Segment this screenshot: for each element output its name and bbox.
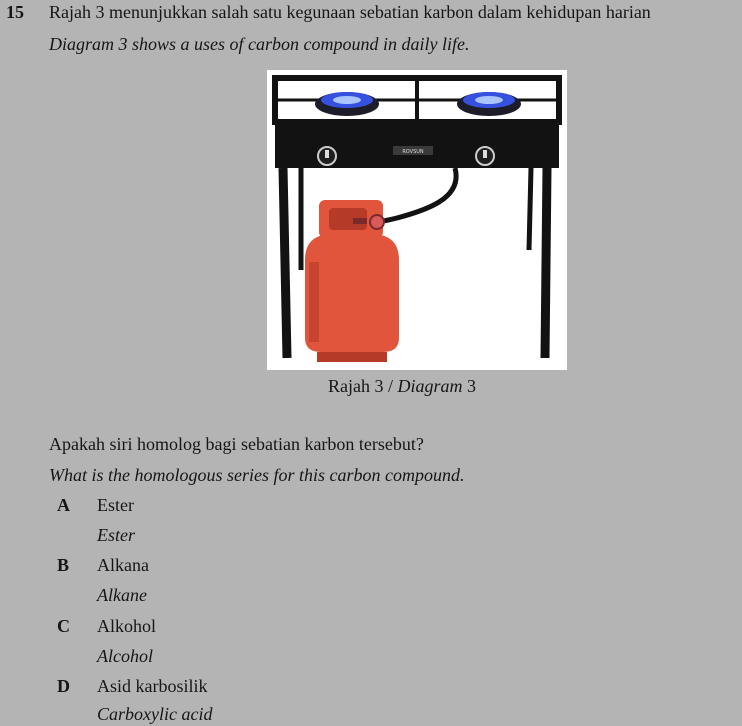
stove-brand-label: ROVSUN xyxy=(402,149,424,155)
question-number: 15 xyxy=(6,2,24,22)
option-letter: A xyxy=(57,495,70,515)
gas-hose xyxy=(373,168,456,222)
caption-number: 3 xyxy=(462,376,477,396)
option-label-malay: Alkohol xyxy=(97,616,157,636)
camping-stove-diagram xyxy=(267,70,567,370)
stove-leg xyxy=(545,168,547,358)
option-label-english: Alcohol xyxy=(97,646,153,666)
option-label-english: Alkane xyxy=(97,585,147,605)
left-burner xyxy=(315,92,379,116)
option-letter: D xyxy=(57,676,70,696)
caption-malay: Rajah 3 / xyxy=(328,376,398,396)
stove-control-panel xyxy=(275,122,559,168)
option-label-malay: Ester xyxy=(97,495,134,515)
stove-leg xyxy=(283,168,287,358)
gas-cylinder xyxy=(305,200,399,362)
option-label-malay: Alkana xyxy=(97,555,149,575)
stove-illustration xyxy=(267,70,567,370)
question-prompt-malay: Apakah siri homolog bagi sebatian karbon tersebut? xyxy=(49,434,424,454)
caption-english: Diagram xyxy=(397,376,463,396)
diagram-caption xyxy=(328,376,476,397)
question-stem-malay: Rajah 3 menunjukkan salah satu kegunaan sebatian karbon dalam kehidupan harian xyxy=(49,2,651,22)
option-letter: C xyxy=(57,616,70,636)
option-label-english: Ester xyxy=(97,525,135,545)
right-knob xyxy=(476,147,494,165)
option-letter: B xyxy=(57,555,70,575)
option-label-english: Carboxylic acid xyxy=(97,704,213,724)
option-label-malay: Asid karbosilik xyxy=(97,676,208,696)
question-prompt-english: What is the homologous series for this carbon compound. xyxy=(49,465,465,485)
right-burner xyxy=(457,92,521,116)
question-stem-english: Diagram 3 shows a uses of carbon compound in daily life. xyxy=(49,34,470,54)
left-knob xyxy=(318,147,336,165)
